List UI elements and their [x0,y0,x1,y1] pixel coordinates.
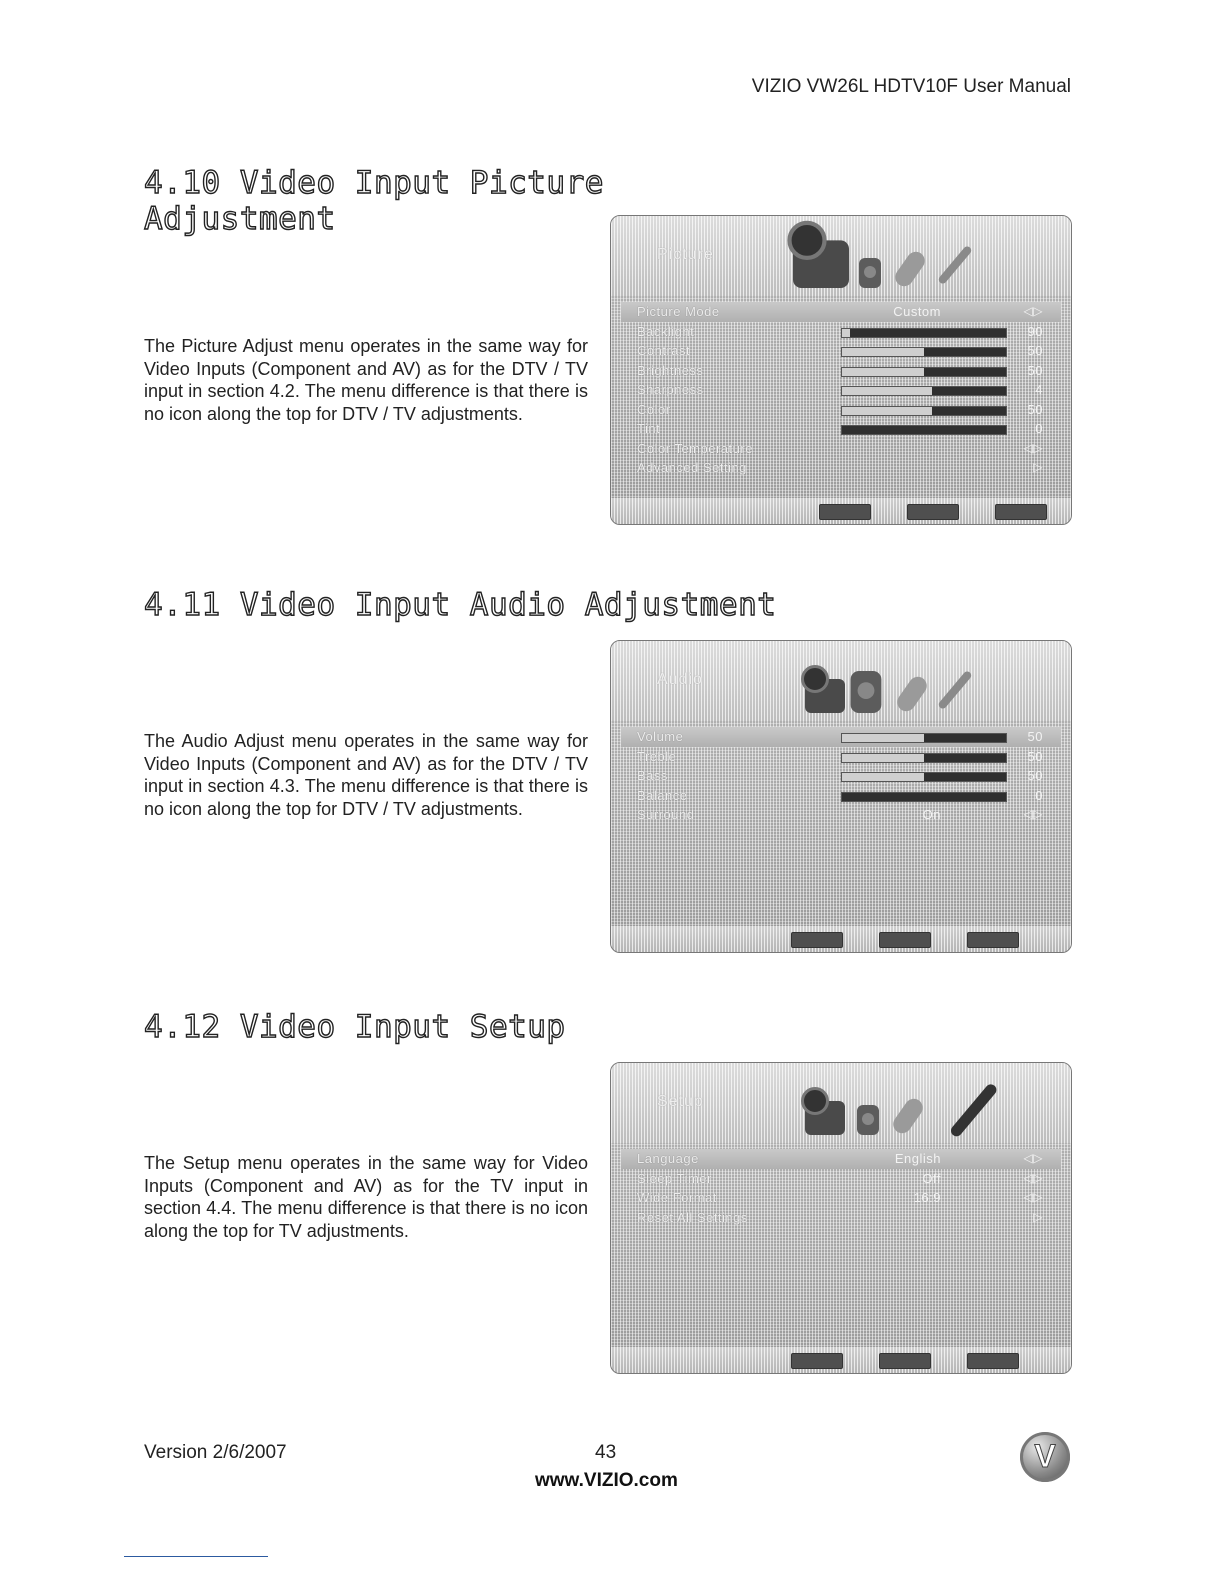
osd-level-bar [841,753,1007,763]
osd-row-number: 50 [1027,748,1043,764]
osd-row-label: Tint [637,421,661,436]
section-title-4-12 [144,1009,566,1045]
osd-row-number: 50 [1027,729,1043,744]
osd-menu-row [621,380,1061,400]
osd-menu-row [621,1169,1061,1189]
osd-level-fill [932,387,1006,395]
osd-level-fill [932,407,1006,415]
osd-row-label: Advanced Setting [637,460,747,475]
osd-level-bar [841,425,1007,435]
section-title-line: 4.12 Video Input Setup [144,1009,566,1045]
osd-menu-rows [621,1149,1061,1227]
osd-row-value: On [922,807,941,822]
osd-row-label: Brightness [637,362,704,378]
osd-top-bar [611,216,1071,296]
osd-row-number: 50 [1027,401,1043,417]
osd-top-bar [611,641,1071,721]
osd-level-fill [924,368,1006,376]
osd-menu-row [621,1208,1061,1228]
page-number: 43 [595,1442,617,1463]
osd-row-number: 50 [1027,768,1043,783]
osd-row-label: Treble [637,748,677,764]
osd-menu-row [621,805,1061,825]
osd-row-number: 0 [1035,787,1043,803]
osd-menu-row [621,1188,1061,1208]
osd-ok-button-icon [791,1353,843,1369]
guitar-icon [892,248,929,289]
osd-row-label: Balance [637,787,688,803]
osd-row-label: Wide Format [637,1190,717,1205]
osd-arrows-button-icon [879,932,931,948]
guitar-icon [890,1095,927,1136]
osd-menu-row [621,439,1061,459]
osd-footer [611,1347,1071,1373]
osd-menu-row [621,1149,1061,1169]
wrench-icon [949,1082,999,1139]
osd-menu-rows [621,727,1061,825]
osd-row-label: Surround [637,807,695,822]
wrench-icon [937,245,973,285]
section-title-line: 4.10 Video Input Picture [144,165,604,201]
osd-ok-button-icon [819,504,871,520]
osd-row-value: Custom [893,304,941,319]
osd-title: Setup [657,1093,704,1110]
section-title-line: 4.11 Video Input Audio Adjustment [144,587,777,623]
osd-footer [611,926,1071,952]
osd-level-fill [924,348,1006,356]
osd-level-fill [842,426,1006,434]
osd-row-label: Language [637,1151,699,1166]
osd-row-value: English [894,1151,941,1166]
osd-row-label: Reset All Settings [637,1209,748,1225]
osd-level-bar [841,733,1007,743]
osd-menu-rows [621,302,1061,478]
speaker-icon [859,258,881,288]
osd-row-number: 0 [1035,421,1043,436]
osd-menu-row [621,727,1061,747]
footer-version: Version 2/6/2007 [144,1442,287,1463]
section-body-4-12: The Setup menu operates in the same way for Video Inputs (Component and AV) as for the TV input in section 4.4. The menu difference is that there is no icon along the top for TV adjustments. [144,1153,588,1241]
audio-menu-screenshot [610,640,1072,953]
osd-menu-row [621,322,1061,342]
logo-letter: V [1034,1438,1056,1474]
osd-icon-strip [801,1075,1041,1139]
osd-footer [611,498,1071,524]
osd-level-fill [924,773,1006,781]
osd-menu-button-icon [967,1353,1019,1369]
arrow-icon: ◁▷ [1023,807,1043,821]
osd-level-bar [841,386,1007,396]
setup-menu-screenshot [610,1062,1072,1374]
osd-row-label: Color [637,401,671,417]
osd-level-bar [841,347,1007,357]
osd-title: Picture [657,246,714,263]
speaker-icon [857,1105,879,1135]
page-header: VIZIO VW26L HDTV10F User Manual [751,76,1071,97]
osd-menu-row [621,302,1061,322]
osd-row-number: 90 [1027,323,1043,339]
osd-menu-row [621,361,1061,381]
guitar-icon [894,673,931,714]
arrow-icon: ▷ [1033,460,1043,474]
section-title-4-10 [144,165,604,237]
osd-ok-button-icon [791,932,843,948]
osd-row-label: Color Temperature [637,440,753,456]
osd-arrows-button-icon [879,1353,931,1369]
section-body-4-11: The Audio Adjust menu operates in the same way for Video Inputs (Component and AV) as for the DTV / TV input in section 4.3. The menu difference is that there is no icon along the top for DTV / TV adjustments. [144,731,588,819]
footer-url: www.VIZIO.com [535,1470,678,1491]
picture-menu-screenshot [610,215,1072,525]
video-camera-icon [805,1101,845,1135]
osd-menu-row [621,400,1061,420]
osd-menu-button-icon [967,932,1019,948]
speaker-icon [851,671,882,713]
osd-level-bar [841,328,1007,338]
osd-row-label: Volume [637,729,684,744]
osd-menu-row [621,341,1061,361]
arrow-icon: ▷ [1033,1209,1043,1224]
osd-row-label: Picture Mode [637,304,720,319]
osd-row-number: 4 [1035,382,1043,397]
osd-menu-row [621,786,1061,806]
osd-level-fill [842,793,1006,801]
arrow-icon: ◁▷ [1023,1170,1043,1185]
osd-row-label: Contrast [637,343,691,358]
osd-title: Audio [657,671,703,688]
osd-row-value: Off [922,1170,941,1186]
osd-level-fill [924,734,1006,742]
osd-level-bar [841,367,1007,377]
osd-menu-row [621,419,1061,439]
osd-menu-row [621,766,1061,786]
section-title-line: Adjustment [144,201,336,237]
osd-icon-strip [801,653,1041,717]
osd-menu-row [621,458,1061,478]
osd-row-label: Sleep Timer [637,1170,712,1186]
osd-row-value: 16:9 [913,1190,941,1205]
osd-level-bar [841,772,1007,782]
wrench-icon [937,670,973,710]
vizio-logo-icon [1020,1432,1070,1482]
arrow-icon: ◁▷ [1023,440,1043,455]
arrow-icon: ◁▷ [1023,1151,1043,1165]
osd-level-bar [841,792,1007,802]
osd-row-number: 50 [1027,343,1043,358]
osd-icon-strip [801,228,1041,292]
osd-level-bar [841,406,1007,416]
osd-level-fill [924,754,1006,762]
osd-row-label: Backlight [637,323,695,339]
osd-level-fill [850,329,1006,337]
video-camera-icon [805,679,845,713]
arrow-icon: ◁▷ [1023,1190,1043,1204]
arrow-icon: ◁▷ [1023,304,1043,318]
osd-row-label: Bass [637,768,668,783]
section-title-4-11 [144,587,776,623]
osd-menu-row [621,747,1061,767]
osd-menu-button-icon [995,504,1047,520]
osd-row-number: 50 [1027,362,1043,378]
video-camera-icon [793,240,849,288]
osd-arrows-button-icon [907,504,959,520]
section-body-4-10: The Picture Adjust menu operates in the same way for Video Inputs (Component and AV) as for the DTV / TV input in section 4.2. The menu difference is that there is no icon along the top for DTV / TV adjustments. [144,336,588,424]
osd-row-label: Sharpness [637,382,704,397]
footnote-divider [124,1556,268,1557]
osd-top-bar [611,1063,1071,1143]
